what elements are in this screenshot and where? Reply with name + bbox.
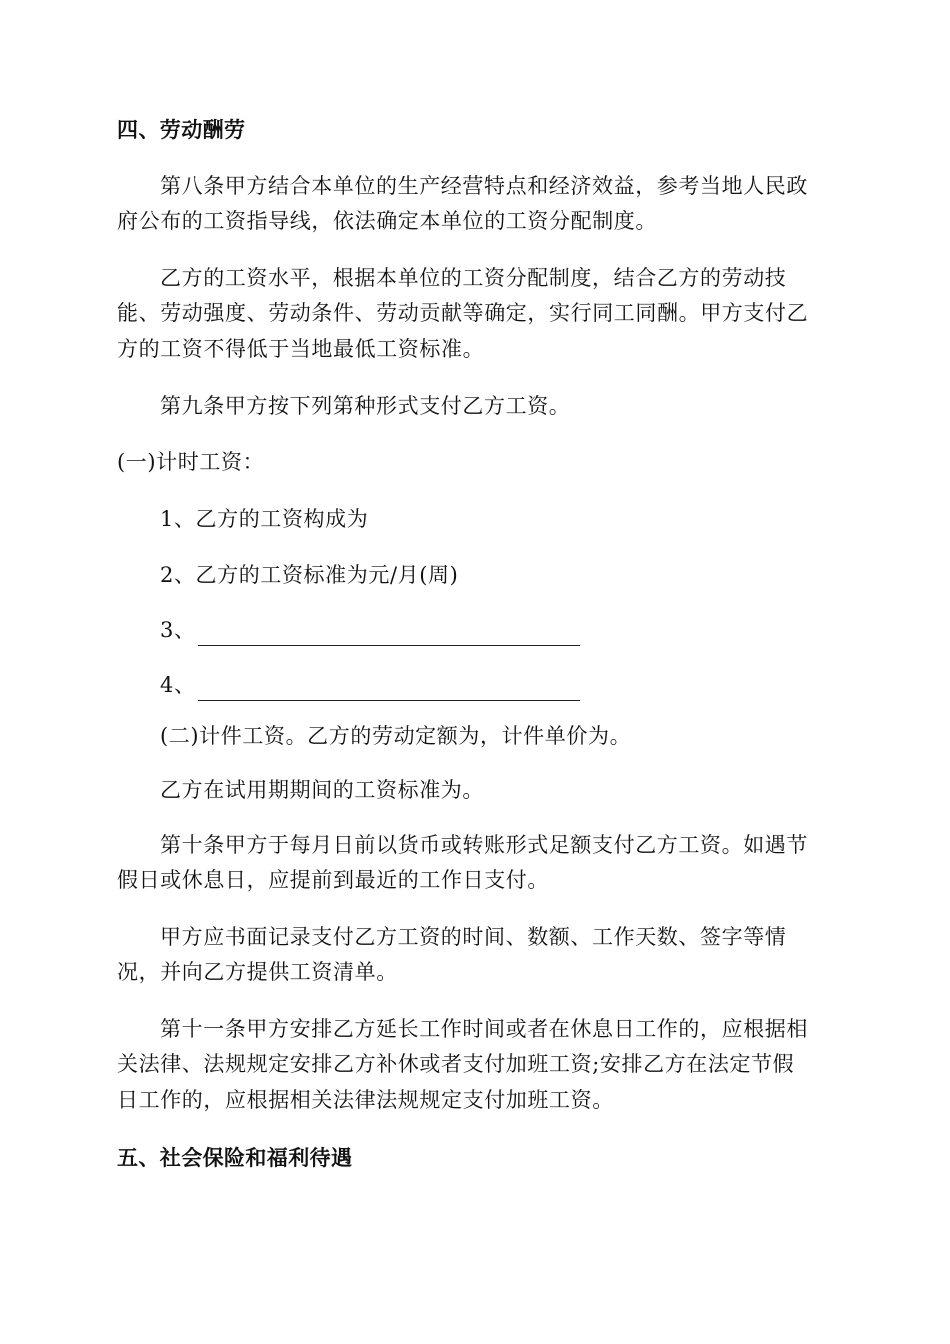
- article9-paragraph: 第九条甲方按下列第种形式支付乙方工资。: [160, 394, 571, 418]
- article11-paragraph-line1: 第十一条甲方安排乙方延长工作时间或者在休息日工作的，应根据相: [160, 1017, 808, 1041]
- wage-item-2: 2、乙方的工资标准为元/月(周): [160, 563, 459, 587]
- wage-item-3-prefix: 3、: [160, 618, 196, 642]
- time-wage-heading: (一)计时工资：: [117, 450, 265, 474]
- fill-in-blank-line: [198, 619, 580, 646]
- wage-level-paragraph-line2: 能、劳动强度、劳动条件、劳动贡献等确定，实行同工同酬。甲方支付乙: [117, 301, 809, 325]
- wage-item-4: [160, 669, 880, 701]
- wage-item-1: 1、乙方的工资构成为: [160, 507, 369, 531]
- wage-item-3: [160, 614, 880, 646]
- wage-record-paragraph-line2: 况，并向乙方提供工资清单。: [117, 960, 398, 984]
- fill-in-blank-line: [198, 674, 580, 701]
- article10-paragraph-line1: 第十条甲方于每月日前以货币或转账形式足额支付乙方工资。如遇节: [160, 833, 808, 857]
- article11-paragraph-line3: 日工作的，应根据相关法律法规规定支付加班工资。: [117, 1088, 614, 1112]
- wage-level-paragraph-line3: 方的工资不得低于当地最低工资标准。: [117, 337, 485, 361]
- wage-record-paragraph-line1: 甲方应书面记录支付乙方工资的时间、数额、工作天数、签字等情: [160, 925, 787, 949]
- section-heading-labor-remuneration: 四、劳动酬劳: [117, 118, 246, 142]
- probation-wage-paragraph: 乙方在试用期期间的工资标准为。: [160, 778, 484, 802]
- article8-paragraph-line1: 第八条甲方结合本单位的生产经营特点和经济效益，参考当地人民政: [160, 174, 808, 198]
- section-heading-social-insurance: 五、社会保险和福利待遇: [117, 1146, 353, 1170]
- wage-level-paragraph-line1: 乙方的工资水平，根据本单位的工资分配制度，结合乙方的劳动技: [160, 266, 787, 290]
- article8-paragraph-line2: 府公布的工资指导线，依法确定本单位的工资分配制度。: [117, 209, 657, 233]
- wage-item-4-prefix: 4、: [160, 673, 196, 697]
- article11-paragraph-line2: 关法律、法规规定安排乙方补休或者支付加班工资;安排乙方在法定节假: [117, 1052, 795, 1076]
- piece-wage-paragraph: (二)计件工资。乙方的劳动定额为，计件单价为。: [160, 724, 632, 748]
- article10-paragraph-line2: 假日或休息日，应提前到最近的工作日支付。: [117, 868, 549, 892]
